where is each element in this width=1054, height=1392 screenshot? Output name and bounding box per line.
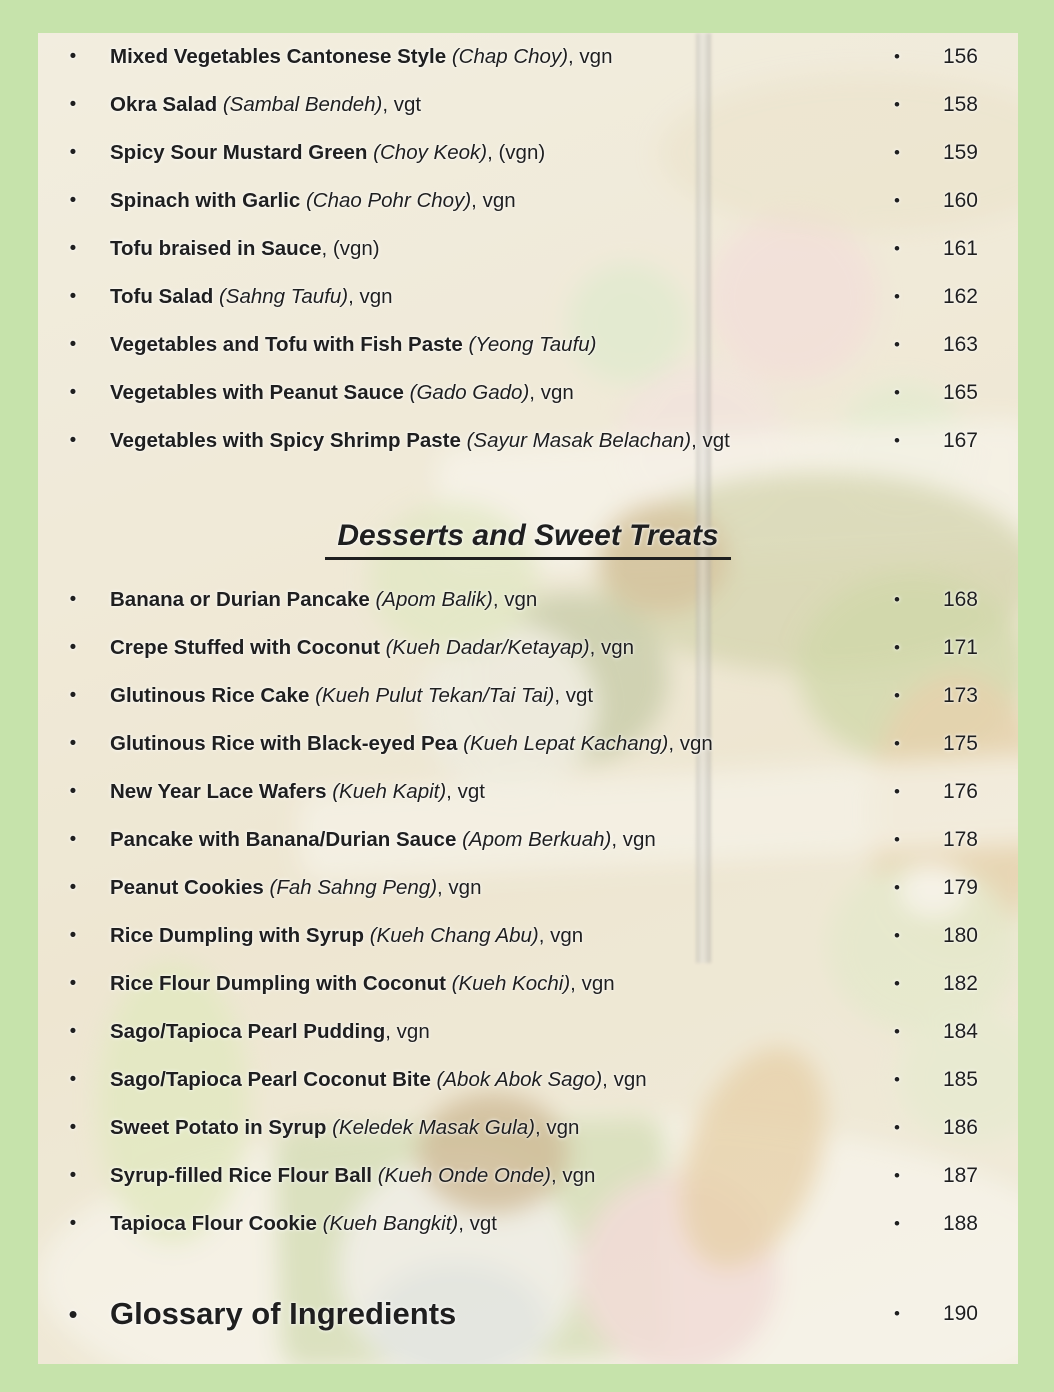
item-title: Tapioca Flour Cookie (Kueh Bangkit), vgt [110,1212,497,1235]
item-page: 156 [942,45,978,68]
toc-item [38,177,1018,225]
toc-item [38,1104,1018,1152]
item-page: 179 [942,876,978,899]
page-bullet-icon: • [894,287,900,306]
item-page: 187 [942,1164,978,1187]
list-bullet-icon: • [69,94,77,115]
list-bullet-icon: • [69,190,77,211]
glossary-title: Glossary of Ingredients [110,1296,457,1331]
list-bullet-icon: • [68,1298,78,1329]
toc-item [38,720,1018,768]
item-title: Glutinous Rice with Black-eyed Pea (Kueh Lepat Kachang), vgn [110,732,713,755]
item-title: Tofu braised in Sauce, (vgn) [110,237,380,260]
toc-section-desserts [38,576,1018,1248]
list-bullet-icon: • [69,733,77,754]
toc-item [38,225,1018,273]
toc-section-vegetables [38,33,1018,465]
item-page: 159 [942,141,978,164]
page-bullet-icon: • [894,782,900,801]
item-title: Sago/Tapioca Pearl Coconut Bite (Abok Abok Sago), vgn [110,1068,647,1091]
item-page: 167 [942,429,978,452]
list-bullet-icon: • [69,1069,77,1090]
item-page: 161 [942,237,978,260]
page-bullet-icon: • [894,878,900,897]
page-bullet-icon: • [894,143,900,162]
page-bullet-icon: • [894,239,900,258]
toc-item [38,369,1018,417]
toc-content [38,33,1018,1364]
list-bullet-icon: • [69,382,77,403]
list-bullet-icon: • [69,973,77,994]
item-page: 188 [942,1212,978,1235]
page-bullet-icon: • [894,926,900,945]
list-bullet-icon: • [69,334,77,355]
item-title: Pancake with Banana/Durian Sauce (Apom Berkuah), vgn [110,828,656,851]
toc-item [38,273,1018,321]
toc-item [38,1200,1018,1248]
item-page: 162 [942,285,978,308]
list-bullet-icon: • [69,1117,77,1138]
toc-item [38,1056,1018,1104]
toc-item [38,768,1018,816]
list-bullet-icon: • [69,430,77,451]
toc-item [38,1008,1018,1056]
item-page: 173 [942,684,978,707]
page-bullet-icon: • [894,431,900,450]
toc-item [38,912,1018,960]
page-bullet-icon: • [894,638,900,657]
list-bullet-icon: • [69,142,77,163]
list-bullet-icon: • [69,589,77,610]
item-page: 175 [942,732,978,755]
list-bullet-icon: • [69,1165,77,1186]
item-page: 165 [942,381,978,404]
page-bullet-icon: • [894,1118,900,1137]
page-bullet-icon: • [894,686,900,705]
item-page: 182 [942,972,978,995]
item-title: Banana or Durian Pancake (Apom Balik), vgn [110,588,538,611]
toc-item [38,672,1018,720]
toc-item [38,1152,1018,1200]
glossary-row [38,1288,1018,1340]
glossary-page: 190 [942,1302,978,1325]
item-page: 168 [942,588,978,611]
item-page: 186 [942,1116,978,1139]
item-title: Rice Dumpling with Syrup (Kueh Chang Abu), vgn [110,924,584,947]
toc-item [38,576,1018,624]
item-title: Rice Flour Dumpling with Coconut (Kueh Kochi), vgn [110,972,615,995]
section-heading: Desserts and Sweet Treats [325,519,730,560]
list-bullet-icon: • [69,637,77,658]
list-bullet-icon: • [69,829,77,850]
item-title: New Year Lace Wafers (Kueh Kapit), vgt [110,780,485,803]
page-bullet-icon: • [894,47,900,66]
toc-item [38,960,1018,1008]
page-bullet-icon: • [894,1214,900,1233]
page-bullet-icon: • [894,974,900,993]
item-page: 178 [942,828,978,851]
page-bullet-icon: • [894,1070,900,1089]
page-bullet-icon: • [894,590,900,609]
item-page: 184 [942,1020,978,1043]
item-title: Sweet Potato in Syrup (Keledek Masak Gula), vgn [110,1116,580,1139]
item-page: 180 [942,924,978,947]
list-bullet-icon: • [69,781,77,802]
page-bullet-icon: • [894,383,900,402]
list-bullet-icon: • [69,685,77,706]
page-bullet-icon: • [894,335,900,354]
item-page: 158 [942,93,978,116]
list-bullet-icon: • [69,238,77,259]
list-bullet-icon: • [69,877,77,898]
page-bullet-icon: • [894,734,900,753]
item-title: Mixed Vegetables Cantonese Style (Chap Choy), vgn [110,45,613,68]
item-title: Spicy Sour Mustard Green (Choy Keok), (vgn) [110,141,546,164]
page-bullet-icon: • [894,1166,900,1185]
item-page: 160 [942,189,978,212]
toc-item [38,417,1018,465]
item-title: Crepe Stuffed with Coconut (Kueh Dadar/Ketayap), vgn [110,636,635,659]
item-page: 185 [942,1068,978,1091]
list-bullet-icon: • [69,46,77,67]
item-title: Peanut Cookies (Fah Sahng Peng), vgn [110,876,482,899]
list-bullet-icon: • [69,286,77,307]
item-title: Vegetables with Peanut Sauce (Gado Gado), vgn [110,381,574,404]
item-title: Sago/Tapioca Pearl Pudding, vgn [110,1020,430,1043]
item-page: 176 [942,780,978,803]
item-title: Glutinous Rice Cake (Kueh Pulut Tekan/Tai Tai), vgt [110,684,594,707]
item-page: 171 [942,636,978,659]
toc-item [38,864,1018,912]
list-bullet-icon: • [69,1021,77,1042]
toc-item [38,129,1018,177]
item-title: Spinach with Garlic (Chao Pohr Choy), vgn [110,189,516,212]
item-page: 163 [942,333,978,356]
toc-item [38,321,1018,369]
list-bullet-icon: • [69,1213,77,1234]
section-heading-wrap [38,515,1018,563]
page-bullet-icon: • [894,830,900,849]
book-page [38,33,1018,1364]
toc-item [38,81,1018,129]
item-title: Syrup-filled Rice Flour Ball (Kueh Onde Onde), vgn [110,1164,596,1187]
item-title: Tofu Salad (Sahng Taufu), vgn [110,285,393,308]
item-title: Vegetables and Tofu with Fish Paste (Yeong Taufu) [110,333,597,356]
toc-item [38,624,1018,672]
item-title: Vegetables with Spicy Shrimp Paste (Sayur Masak Belachan), vgt [110,429,730,452]
page-bullet-icon: • [894,191,900,210]
page-bullet-icon: • [894,95,900,114]
page-bullet-icon: • [894,1304,900,1323]
list-bullet-icon: • [69,925,77,946]
page-bullet-icon: • [894,1022,900,1041]
toc-item [38,816,1018,864]
item-title: Okra Salad (Sambal Bendeh), vgt [110,93,422,116]
toc-item [38,33,1018,81]
